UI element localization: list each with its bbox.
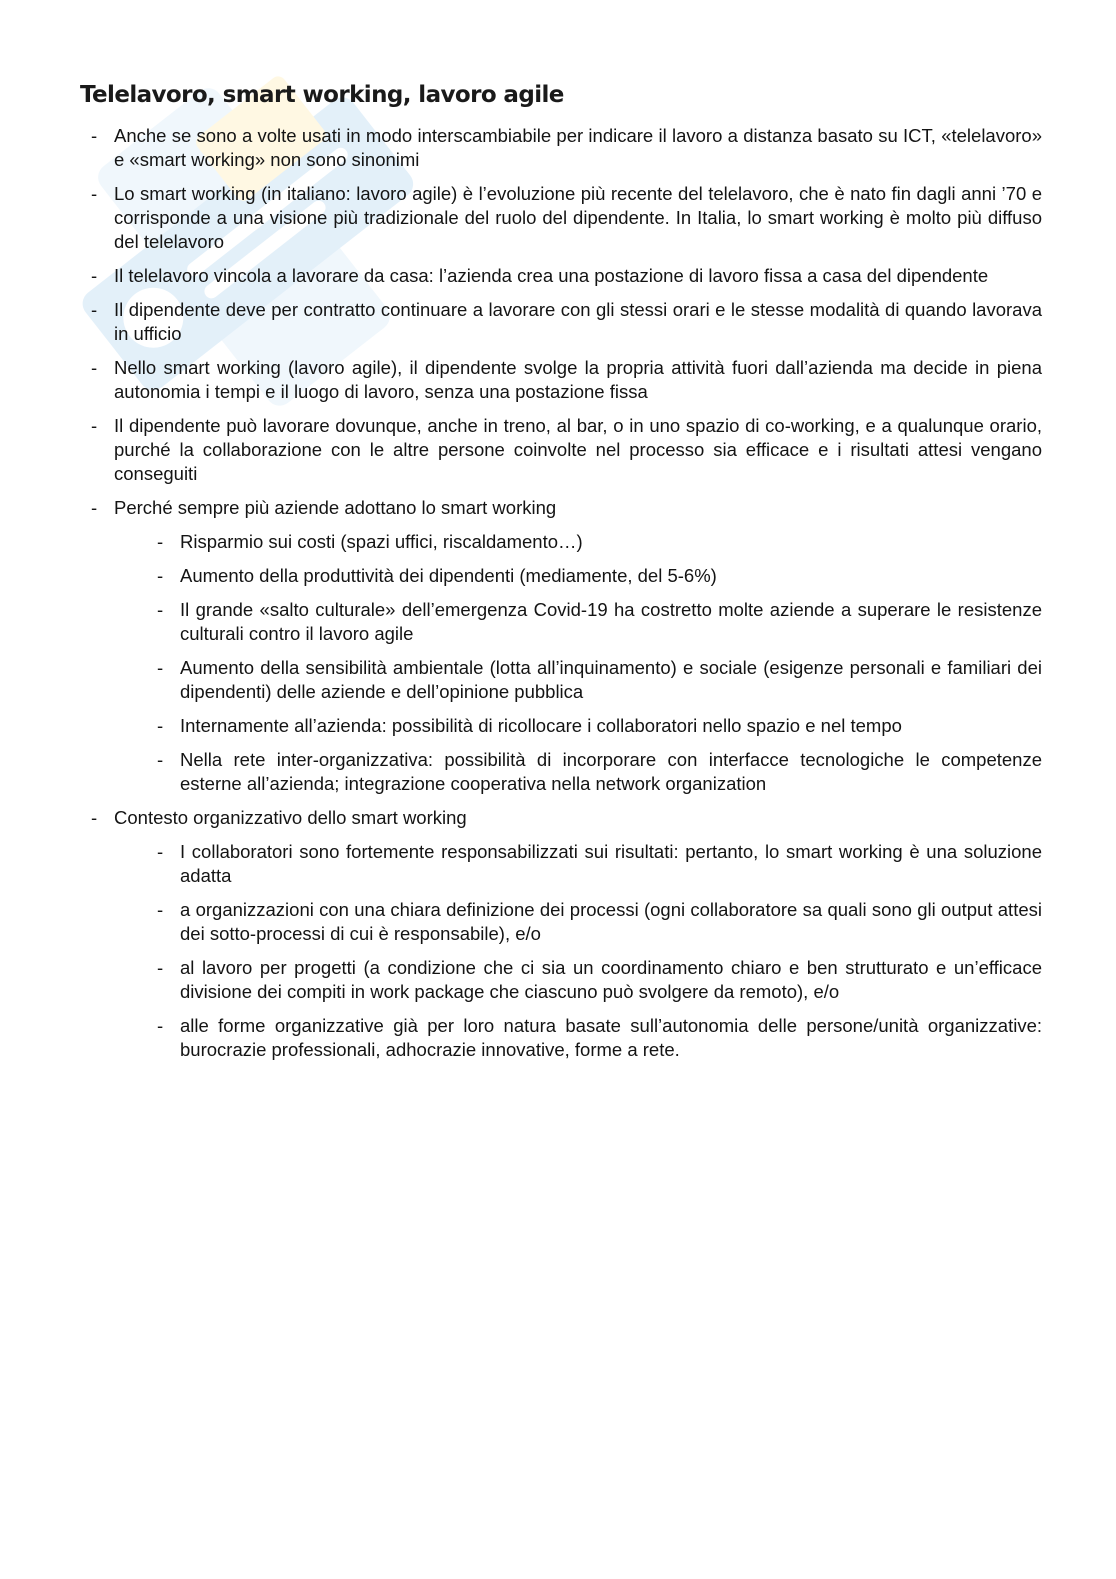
sub-list-item-text: Aumento della produttività dei dipendenti (mediamente, del 5-6%) bbox=[180, 565, 717, 586]
sub-list-item-text: al lavoro per progetti (a condizione che ci sia un coordinamento chiaro e ben strutturato e un’efficace divisione dei compiti in work package che ciascuno può svolgere da remoto), e/o bbox=[180, 957, 1042, 1002]
sub-list-item bbox=[114, 1014, 1042, 1062]
list-item-text: Nello smart working (lavoro agile), il dipendente svolge la propria attività fuori dall’azienda ma decide in piena autonomia i tempi e il luogo di lavoro, senza una postazione fissa bbox=[114, 357, 1042, 402]
sub-list-item bbox=[114, 564, 1042, 588]
list-item-text: Il dipendente deve per contratto continuare a lavorare con gli stessi orari e le stesse modalità di quando lavorava in ufficio bbox=[114, 299, 1042, 344]
sub-list-item-text: I collaboratori sono fortemente responsabilizzati sui risultati: pertanto, lo smart working è una soluzione adatta bbox=[180, 841, 1042, 886]
sub-list bbox=[114, 840, 1042, 1062]
list-item bbox=[80, 298, 1042, 346]
sub-list-item-text: Aumento della sensibilità ambientale (lotta all’inquinamento) e sociale (esigenze personali e familiari dei dipendenti) delle aziende e dell’opinione pubblica bbox=[180, 657, 1042, 702]
sub-list-item-text: a organizzazioni con una chiara definizione dei processi (ogni collaboratore sa quali sono gli output attesi dei sotto-processi di cui è responsabile), e/o bbox=[180, 899, 1042, 944]
sub-list-item bbox=[114, 898, 1042, 946]
document-title: Telelavoro, smart working, lavoro agile bbox=[80, 82, 564, 108]
bullet-dash: - bbox=[157, 565, 164, 586]
list-item-text: Anche se sono a volte usati in modo interscambiabile per indicare il lavoro a distanza basato su ICT, «telelavoro» e «smart working» non sono sinonimi bbox=[114, 125, 1042, 170]
list-item-text: Lo smart working (in italiano: lavoro agile) è l’evoluzione più recente del telelavoro, che è nato fin dagli anni ’70 e corrisponde a una visione più tradizionale del ruolo del dipendente. In Italia, lo smart working è molto più diffuso del telelavoro bbox=[114, 183, 1042, 252]
bullet-dash: - bbox=[91, 265, 98, 286]
bullet-dash: - bbox=[91, 415, 98, 436]
sub-list-item bbox=[114, 956, 1042, 1004]
bullet-dash: - bbox=[91, 299, 98, 320]
list-item bbox=[80, 124, 1042, 172]
sub-list-item bbox=[114, 530, 1042, 554]
list-item-text: Perché sempre più aziende adottano lo smart working bbox=[114, 497, 557, 518]
sub-list-item bbox=[114, 714, 1042, 738]
list-item-text: Il dipendente può lavorare dovunque, anche in treno, al bar, o in uno spazio di co-working, e a qualunque orario, purché la collaborazione con le altre persone coinvolte nel processo sia efficace e i risultati attesi vengano conseguiti bbox=[114, 415, 1042, 484]
bullet-dash: - bbox=[91, 497, 98, 518]
sub-list-item-text: Internamente all’azienda: possibilità di ricollocare i collaboratori nello spazio e nel tempo bbox=[180, 715, 902, 736]
bullet-dash: - bbox=[157, 715, 164, 736]
bullet-dash: - bbox=[157, 531, 164, 552]
list-item-text: Contesto organizzativo dello smart working bbox=[114, 807, 467, 828]
bullet-dash: - bbox=[157, 749, 164, 770]
list-item-text: Il telelavoro vincola a lavorare da casa: l’azienda crea una postazione di lavoro fissa a casa del dipendente bbox=[114, 265, 989, 286]
bullet-list bbox=[80, 124, 1042, 1072]
sub-list-item-text: Risparmio sui costi (spazi uffici, riscaldamento…) bbox=[180, 531, 583, 552]
list-item bbox=[80, 182, 1042, 254]
bullet-dash: - bbox=[157, 1015, 164, 1036]
bullet-dash: - bbox=[157, 841, 164, 862]
sub-list bbox=[114, 530, 1042, 796]
sub-list-item bbox=[114, 840, 1042, 888]
sub-list-item bbox=[114, 598, 1042, 646]
bullet-dash: - bbox=[91, 807, 98, 828]
sub-list-item-text: Nella rete inter-organizzativa: possibilità di incorporare con interfacce tecnologiche le competenze esterne all’azienda; integrazione cooperativa nella network organization bbox=[180, 749, 1042, 794]
sub-list-item bbox=[114, 748, 1042, 796]
bullet-dash: - bbox=[157, 957, 164, 978]
list-item bbox=[80, 496, 1042, 796]
bullet-dash: - bbox=[91, 183, 98, 204]
bullet-dash: - bbox=[91, 125, 98, 146]
list-item bbox=[80, 806, 1042, 1062]
list-item bbox=[80, 264, 1042, 288]
sub-list-item-text: alle forme organizzative già per loro natura basate sull’autonomia delle persone/unità organizzative: burocrazie professionali, adhocrazie innovative, forme a rete. bbox=[180, 1015, 1042, 1060]
sub-list-item bbox=[114, 656, 1042, 704]
list-item bbox=[80, 356, 1042, 404]
bullet-dash: - bbox=[91, 357, 98, 378]
bullet-dash: - bbox=[157, 899, 164, 920]
bullet-dash: - bbox=[157, 657, 164, 678]
bullet-dash: - bbox=[157, 599, 164, 620]
list-item bbox=[80, 414, 1042, 486]
sub-list-item-text: Il grande «salto culturale» dell’emergenza Covid-19 ha costretto molte aziende a superare le resistenze culturali contro il lavoro agile bbox=[180, 599, 1042, 644]
